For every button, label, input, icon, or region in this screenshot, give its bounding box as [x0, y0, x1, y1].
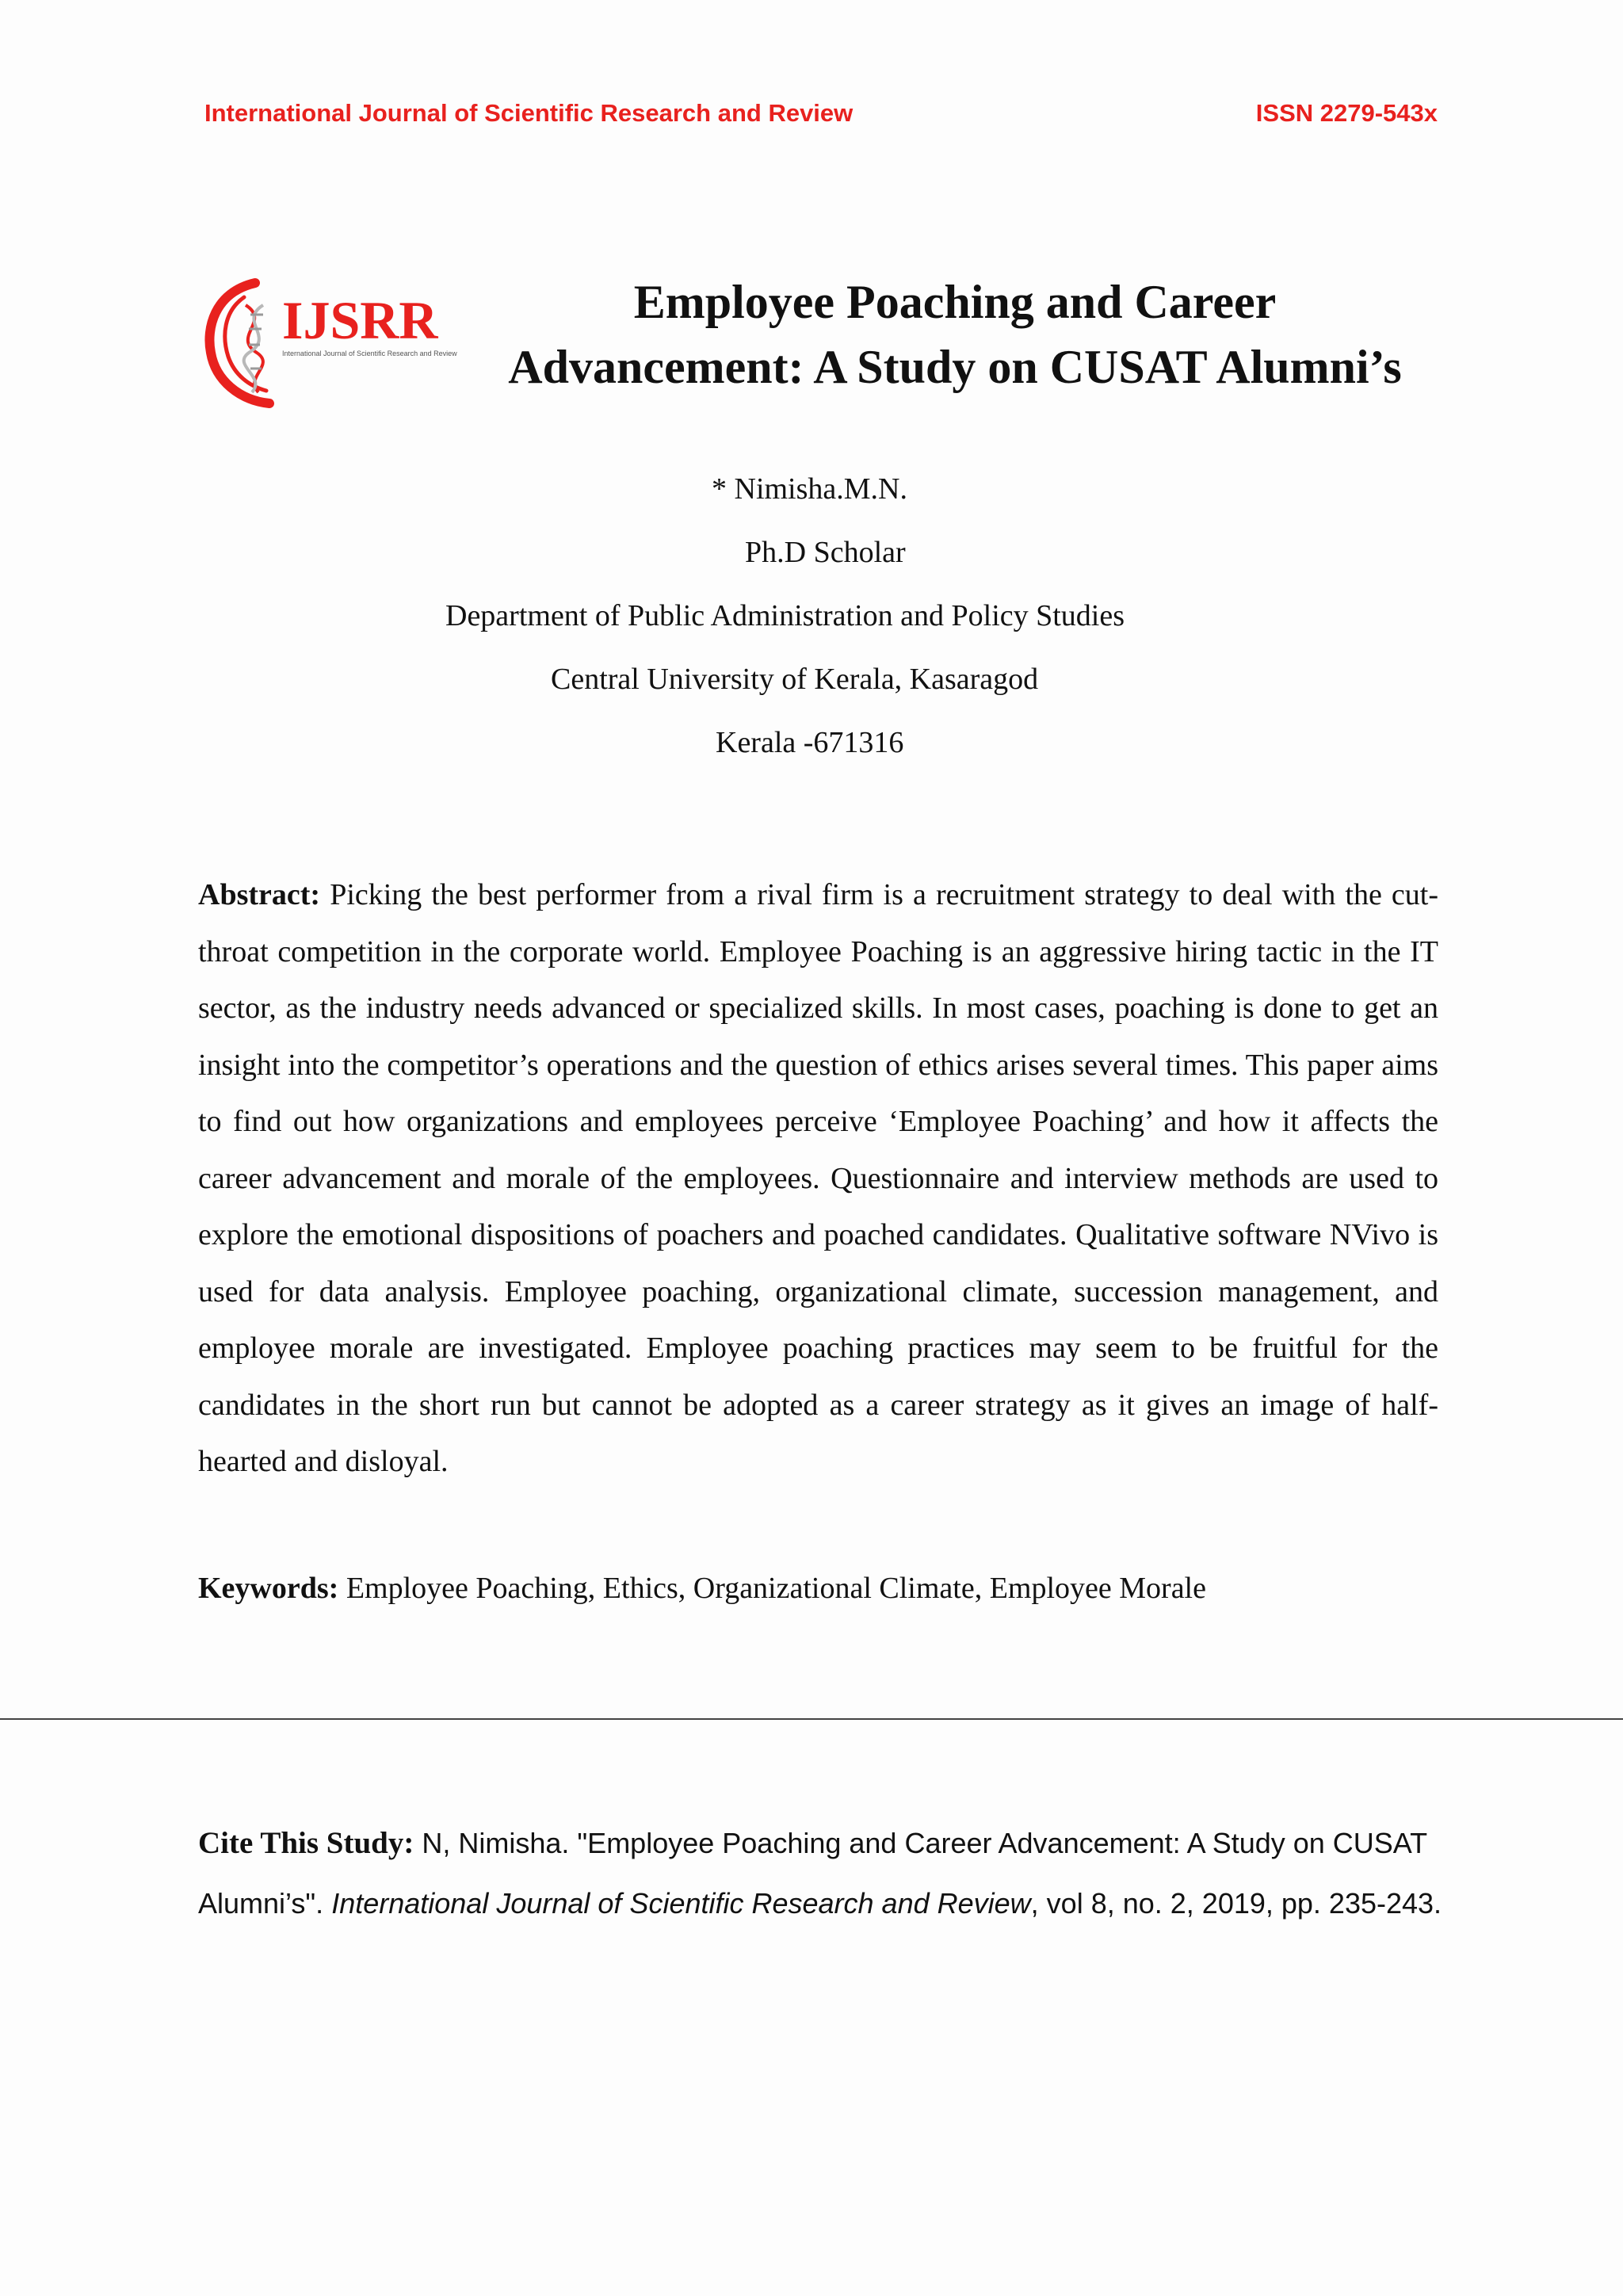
keywords-label: Keywords: [198, 1572, 339, 1605]
author-department: Department of Public Administration and Policy Studies [445, 599, 1125, 632]
paper-title [475, 269, 1434, 399]
title-line-1: Employee Poaching and Career [633, 276, 1277, 328]
citation [198, 1813, 1466, 1934]
author-university: Central University of Kerala, Kasaragod [551, 663, 1039, 696]
issn-header: ISSN 2279-543x [1255, 99, 1438, 127]
abstract-text: Picking the best performer from a rival firm is a recruitment strategy to deal with the cut-throat competition in the corporate world. Employee Poaching is an aggressive hiring tactic in the IT sector, as the industry needs advanced or specialized skills. In most cases, poaching is done to get an insight into the competitor’s operations and the question of ethics arises several times. This paper aims to find out how organizations and employees perceive ‘Employee Poaching’ and how it affects the career advancement and morale of the employees. Questionnaire and interview methods are used to explore the emotional dispositions of poachers and poached candidates. Qualitative software NVivo is used for data analysis. Employee poaching, organizational climate, succession management, and employee morale are investigated. Employee poaching practices may seem to be fruitful for the candidates in the short run but cannot be adopted as a career strategy as it gives an image of half-hearted and disloyal. [198, 878, 1439, 1478]
logo-subtext: International Journal of Scientific Research and Review [282, 350, 457, 357]
section-divider [0, 1718, 1623, 1720]
keywords [198, 1571, 1466, 1606]
citation-text-after: , vol 8, no. 2, 2019, pp. 235-243. [1030, 1887, 1442, 1920]
logo-text: IJSRR [282, 290, 438, 350]
citation-label: Cite This Study: [198, 1826, 414, 1860]
keywords-text: Employee Poaching, Ethics, Organizational Climate, Employee Morale [346, 1572, 1206, 1605]
abstract [198, 867, 1438, 1491]
author-position: Ph.D Scholar [745, 536, 906, 569]
abstract-label: Abstract: [198, 878, 321, 911]
citation-text-before: N, Nimisha. "Employee Poaching and Career Advancement: A Study on CUSAT Alumni’s". [198, 1827, 1427, 1920]
citation-journal: International Journal of Scientific Research and Review [331, 1887, 1031, 1920]
author-name: * Nimisha.M.N. [712, 472, 907, 506]
dna-logo-icon [200, 273, 461, 408]
ijsrr-logo [200, 273, 461, 408]
journal-header: International Journal of Scientific Research and Review [204, 99, 854, 127]
author-location: Kerala -671316 [716, 726, 904, 759]
title-line-2: Advancement: A Study on CUSAT Alumni’s [508, 341, 1402, 393]
